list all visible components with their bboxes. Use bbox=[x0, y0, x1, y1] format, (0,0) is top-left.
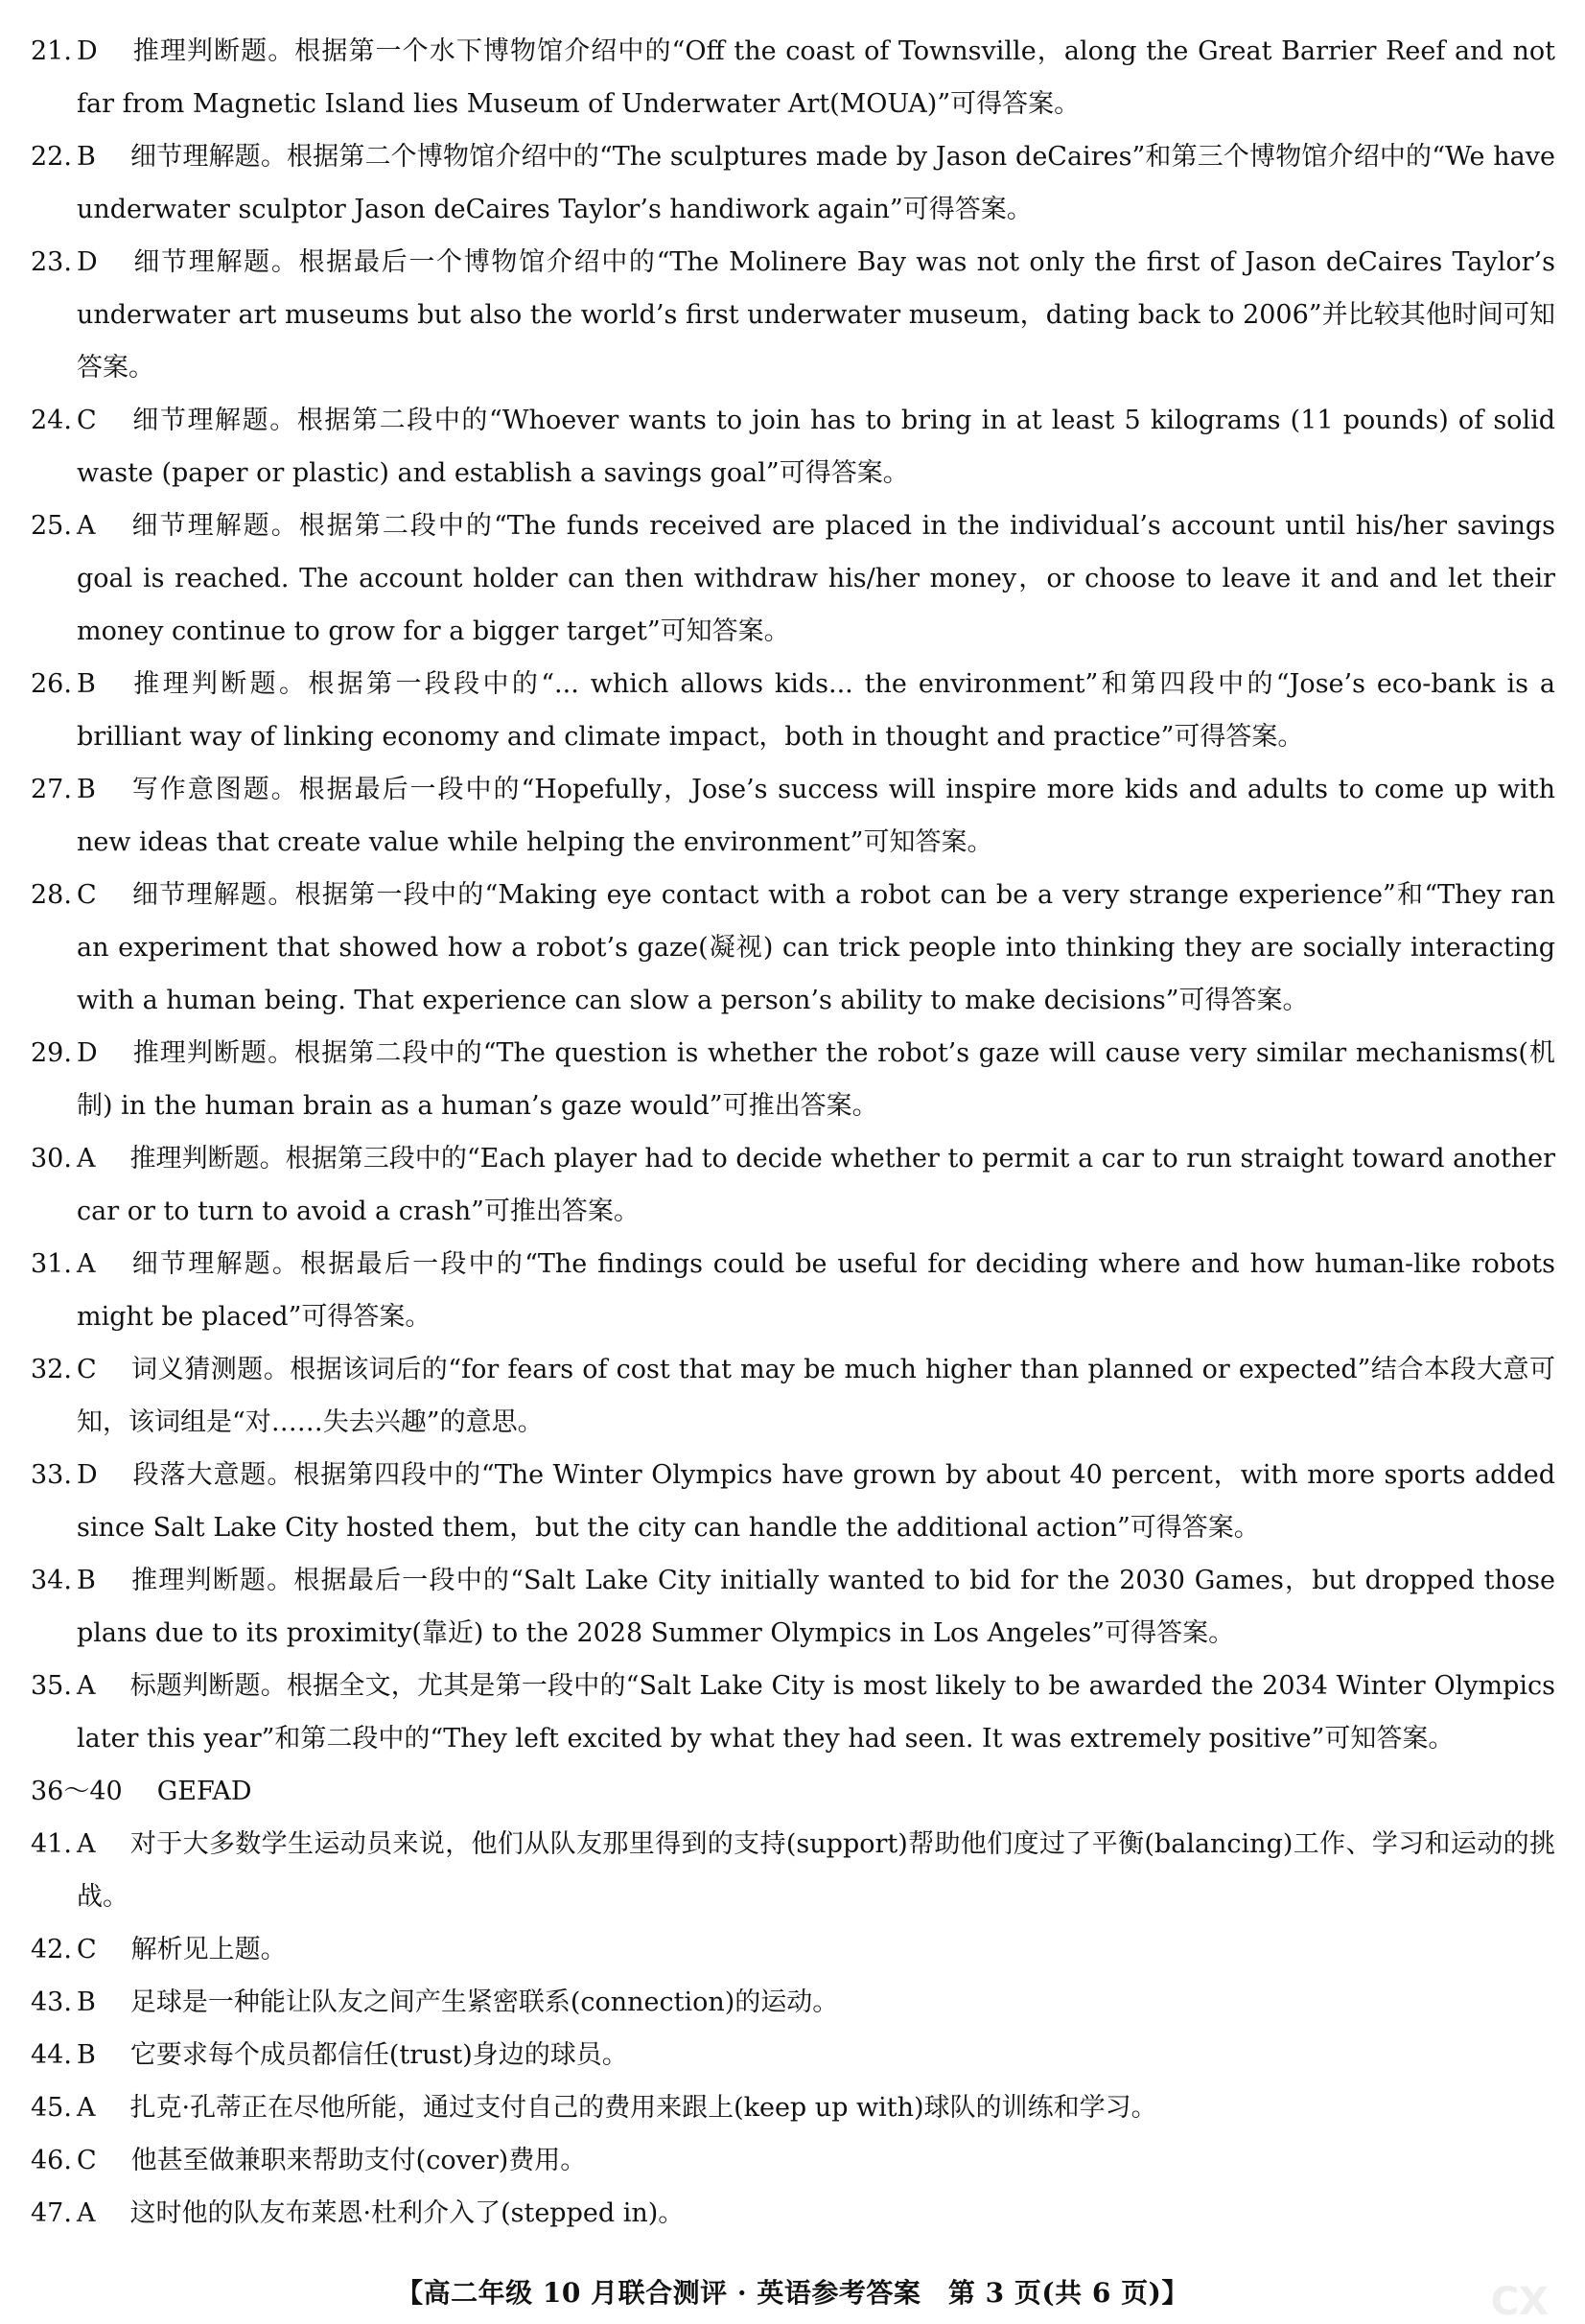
question-number: 33. bbox=[31, 1460, 72, 1490]
question-number: 24. bbox=[31, 406, 72, 435]
answer-letter: A bbox=[77, 1249, 96, 1279]
answer-item bbox=[31, 1923, 1555, 1976]
answer-letter: C bbox=[77, 406, 97, 435]
explanation-text: 解析见上题。 bbox=[130, 1935, 287, 1964]
range-answer bbox=[31, 1765, 1555, 1818]
question-number: 31. bbox=[31, 1249, 72, 1279]
answer-item bbox=[31, 1449, 1555, 1554]
explanation-text: 扎克·孔蒂正在尽他所能，通过支付自己的费用来跟上(keep up with)球队的训练和学习。 bbox=[129, 2093, 1157, 2123]
question-number: 32. bbox=[31, 1355, 72, 1384]
answer-letter: A bbox=[77, 1144, 96, 1174]
range-answer-range: 36～40 bbox=[31, 1777, 123, 1806]
question-number: 47. bbox=[31, 2198, 72, 2228]
question-number: 44. bbox=[31, 2040, 72, 2070]
answer-item bbox=[31, 236, 1555, 394]
answer-letter: A bbox=[77, 1671, 96, 1701]
answer-letter: B bbox=[77, 669, 96, 699]
question-number: 30. bbox=[31, 1144, 72, 1174]
answer-letter: D bbox=[77, 1460, 98, 1490]
explanation-text: 对于大多数学生运动员来说，他们从队友那里得到的支持(support)帮助他们度过了平衡(balancing)工作、学习和运动的挑战。 bbox=[77, 1829, 1555, 1912]
answer-item bbox=[31, 1554, 1555, 1660]
question-number: 43. bbox=[31, 1987, 72, 2017]
answer-item bbox=[31, 2081, 1555, 2134]
answer-letter: C bbox=[77, 1935, 97, 1964]
explanation-text: 标题判断题。根据全文，尤其是第一段中的“Salt Lake City is most likely to be awarded the 2034 Winter Olympics later this year”和第二段中的“They left excited by what they had seen. It was extremely positive”可知答案。 bbox=[77, 1671, 1555, 1754]
answer-item bbox=[31, 1132, 1555, 1238]
answer-item bbox=[31, 2187, 1555, 2240]
answer-item bbox=[31, 130, 1555, 236]
answer-letter: B bbox=[77, 2040, 96, 2070]
answer-letter: C bbox=[77, 1355, 97, 1384]
explanation-text: 细节理解题。根据第二段中的“The funds received are placed in the individual’s account until his/her savings goal is reached. The account holder can then withdraw his/her money，or choose to leave it and and let their money continue to grow for a bigger target”可知答案。 bbox=[77, 511, 1555, 646]
answer-letter: C bbox=[77, 2146, 97, 2175]
answer-list bbox=[31, 25, 1555, 1765]
answer-item bbox=[31, 1027, 1555, 1132]
answer-letter: A bbox=[77, 511, 96, 541]
answer-letter: B bbox=[77, 775, 96, 804]
page-footer: 【高二年级 10 月联合测评 · 英语参考答案 第 3 页(共 6 页)】 bbox=[396, 2277, 1189, 2309]
explanation-text: 推理判断题。根据第二段中的“The question is whether the robot’s gaze will cause very similar mechanisms(机制) in the human brain as a human’s gaze would”可推出答案。 bbox=[77, 1038, 1555, 1121]
question-number: 26. bbox=[31, 669, 72, 699]
question-number: 34. bbox=[31, 1566, 72, 1595]
explanation-text: 推理判断题。根据第三段中的“Each player had to decide whether to permit a car to run straight toward another car or to turn to avoid a crash”可推出答案。 bbox=[77, 1144, 1555, 1226]
explanation-text: 词义猜测题。根据该词后的“for fears of cost that may be much higher than planned or expected”结合本段大意可知，该词组是“对……失去兴趣”的意思。 bbox=[77, 1355, 1555, 1437]
answer-letter: B bbox=[77, 1987, 96, 2017]
answer-letter: A bbox=[77, 2198, 96, 2228]
answer-item bbox=[31, 2134, 1555, 2187]
question-number: 29. bbox=[31, 1038, 72, 1068]
answer-item bbox=[31, 763, 1555, 869]
answer-letter: D bbox=[77, 1038, 98, 1068]
question-number: 41. bbox=[31, 1829, 72, 1859]
answer-item bbox=[31, 1343, 1555, 1449]
explanation-text: 细节理解题。根据第二段中的“Whoever wants to join has to bring in at least 5 kilograms (11 pounds) of solid waste (paper or plastic) and establish a savings goal”可得答案。 bbox=[77, 406, 1555, 488]
question-number: 45. bbox=[31, 2093, 72, 2123]
explanation-text: 推理判断题。根据第一段段中的“... which allows kids... the environment”和第四段中的“Jose’s eco-bank is a brilliant way of linking economy and climate impact，both in thought and practice”可得答案。 bbox=[77, 669, 1555, 752]
question-number: 27. bbox=[31, 775, 72, 804]
explanation-text: 这时他的队友布莱恩·杜利介入了(stepped in)。 bbox=[129, 2198, 685, 2228]
answer-item bbox=[31, 1238, 1555, 1343]
explanation-text: 写作意图题。根据最后一段中的“Hopefully，Jose’s success will inspire more kids and adults to come up with new ideas that create value while helping the environment”可知答案。 bbox=[77, 775, 1555, 857]
answer-item bbox=[31, 869, 1555, 1027]
explanation-text: 推理判断题。根据第一个水下博物馆介绍中的“Off the coast of Townsville，along the Great Barrier Reef and not far from Magnetic Island lies Museum of Underwater Art(MOUA)”可得答案。 bbox=[77, 36, 1555, 119]
explanation-text: 他甚至做兼职来帮助支付(cover)费用。 bbox=[130, 2146, 587, 2175]
answer-item bbox=[31, 500, 1555, 658]
answer-item bbox=[31, 1660, 1555, 1765]
answer-item bbox=[31, 2029, 1555, 2081]
explanation-text: 它要求每个成员都信任(trust)身边的球员。 bbox=[129, 2040, 628, 2070]
answer-letter: B bbox=[77, 142, 96, 172]
question-number: 25. bbox=[31, 511, 72, 541]
range-answer-letters: GEFAD bbox=[156, 1777, 252, 1806]
explanation-text: 足球是一种能让队友之间产生紧密联系(connection)的运动。 bbox=[129, 1987, 839, 2017]
explanation-text: 细节理解题。根据最后一个博物馆介绍中的“The Molinere Bay was not only the first of Jason deCaires Taylor’s underwater art museums but also the world’s first underwater museum，dating back to 2006”并比较其他时间可知答案。 bbox=[77, 247, 1555, 383]
explanation-text: 段落大意题。根据第四段中的“The Winter Olympics have grown by about 40 percent，with more sports added since Salt Lake City hosted them，but the city can handle the additional action”可得答案。 bbox=[77, 1460, 1555, 1543]
answer-item bbox=[31, 394, 1555, 500]
question-number: 28. bbox=[31, 880, 72, 910]
question-number: 46. bbox=[31, 2146, 72, 2175]
answer-key-page bbox=[31, 25, 1555, 2240]
answer-letter: D bbox=[77, 247, 98, 277]
explanation-text: 推理判断题。根据最后一段中的“Salt Lake City initially wanted to bid for the 2030 Games，but dropped those plans due to its proximity(靠近) to the 2028 Summer Olympics in Los Angeles”可得答案。 bbox=[77, 1566, 1555, 1648]
cloze-answer-list bbox=[31, 1818, 1555, 2240]
question-number: 21. bbox=[31, 36, 72, 66]
explanation-text: 细节理解题。根据第一段中的“Making eye contact with a robot can be a very strange experience”和“They ran an experiment that showed how a robot’s gaze(凝视) can trick people into thinking they are socially interacting with a human being. That experience can slow a person’s ability to make decisions”可得答案。 bbox=[77, 880, 1555, 1015]
explanation-text: 细节理解题。根据最后一段中的“The findings could be useful for deciding where and how human-like robots might be placed”可得答案。 bbox=[77, 1249, 1555, 1332]
question-number: 42. bbox=[31, 1935, 72, 1964]
question-number: 22. bbox=[31, 142, 72, 172]
answer-item bbox=[31, 658, 1555, 763]
answer-letter: B bbox=[77, 1566, 96, 1595]
answer-letter: A bbox=[77, 2093, 96, 2123]
answer-letter: D bbox=[77, 36, 98, 66]
question-number: 23. bbox=[31, 247, 72, 277]
answer-letter: A bbox=[77, 1829, 96, 1859]
answer-item bbox=[31, 25, 1555, 130]
answer-letter: C bbox=[77, 880, 97, 910]
watermark: CX bbox=[1490, 2280, 1549, 2324]
answer-item bbox=[31, 1818, 1555, 1923]
answer-item bbox=[31, 1976, 1555, 2029]
question-number: 35. bbox=[31, 1671, 72, 1701]
explanation-text: 细节理解题。根据第二个博物馆介绍中的“The sculptures made by Jason deCaires”和第三个博物馆介绍中的“We have underwater sculptor Jason deCaires Taylor’s handiwork again”可得答案。 bbox=[77, 142, 1555, 224]
